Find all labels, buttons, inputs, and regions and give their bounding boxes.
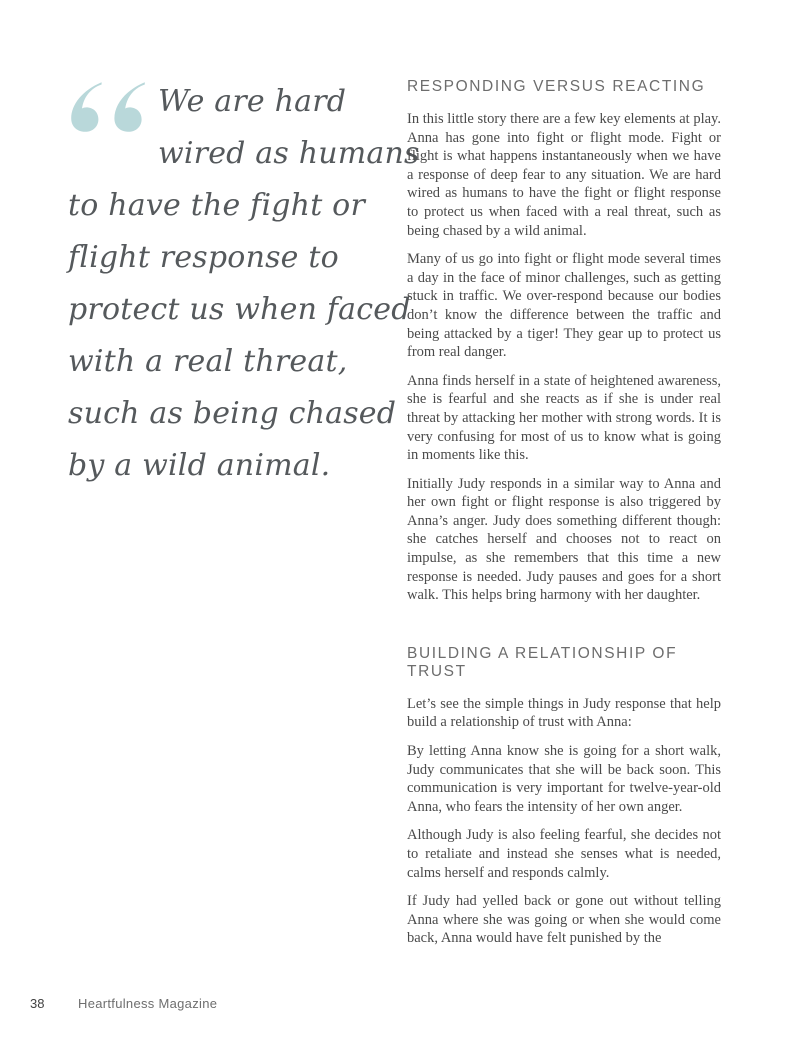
section-body bbox=[407, 110, 721, 605]
paragraph: Many of us go into fight or flight mode several times a day in the face of minor challenges, such as getting stuck in traffic. We over-respond because our bodies don’t know the difference between the traffic and being attacked by a tiger! They gear up to protect us from real danger. bbox=[407, 251, 721, 361]
section-responding-versus-reacting bbox=[407, 78, 721, 605]
paragraph: Let’s see the simple things in Judy response that help build a relationship of trust with Anna: bbox=[407, 695, 721, 731]
double-quote-icon bbox=[68, 82, 148, 132]
section-building-trust bbox=[407, 645, 721, 948]
pullquote-line: wired as humans bbox=[158, 136, 420, 171]
page-footer bbox=[0, 996, 792, 1016]
pullquote-line: flight response to bbox=[68, 240, 339, 275]
paragraph: Initially Judy responds in a similar way to Anna and her own fight or flight response is also triggered by Anna’s anger. Judy does something different though: she catches herself and chooses not to react on impulse, as she remembers that this time a new response is needed. Judy pauses and goes for a short walk. This helps bring harmony with her daughter. bbox=[407, 475, 721, 604]
pullquote-line: to have the fight or bbox=[68, 188, 365, 223]
section-body bbox=[407, 695, 721, 948]
paragraph: In this little story there are a few key elements at play. Anna has gone into fight or flight mode. Fight or flight is what happens instantaneously when we have a response of deep fear to any situation. We are hard wired as humans to have the fight or flight response to protect us when faced with a real threat, such as being chased by a wild animal. bbox=[407, 111, 721, 239]
paragraph: By letting Anna know she is going for a short walk, Judy communicates that she will be back soon. This communication is very important for twelve-year-old Anna, who fears the intensity of her own anger. bbox=[407, 743, 721, 815]
pullquote-line: We are hard bbox=[158, 84, 347, 119]
pullquote bbox=[68, 76, 420, 492]
article-column bbox=[407, 78, 721, 948]
paragraph: Anna finds herself in a state of heightened awareness, she is fearful and she reacts as if she is under real threat by attacking her mother with strong words. It is very confusing for most of us to know what is going in moments like this. bbox=[407, 372, 721, 464]
paragraph: If Judy had yelled back or gone out without telling Anna where she was going or when she would come back, Anna would have felt punished by the bbox=[407, 893, 721, 947]
pullquote-text bbox=[68, 76, 420, 492]
page-number: 38 bbox=[30, 996, 45, 1011]
pullquote-line: such as being chased bbox=[68, 396, 397, 431]
magazine-name: Heartfulness Magazine bbox=[78, 996, 218, 1011]
paragraph: Although Judy is also feeling fearful, she decides not to retaliate and instead she senses what is needed, calms herself and responds calmly. bbox=[407, 827, 721, 881]
section-heading: BUILDING A RELATIONSHIP OF TRUST bbox=[407, 644, 678, 680]
section-heading: RESPONDING VERSUS REACTING bbox=[407, 78, 706, 95]
pullquote-line: by a wild animal. bbox=[68, 448, 331, 483]
pullquote-line: with a real threat, bbox=[68, 344, 348, 379]
pullquote-line: protect us when faced bbox=[68, 292, 411, 327]
